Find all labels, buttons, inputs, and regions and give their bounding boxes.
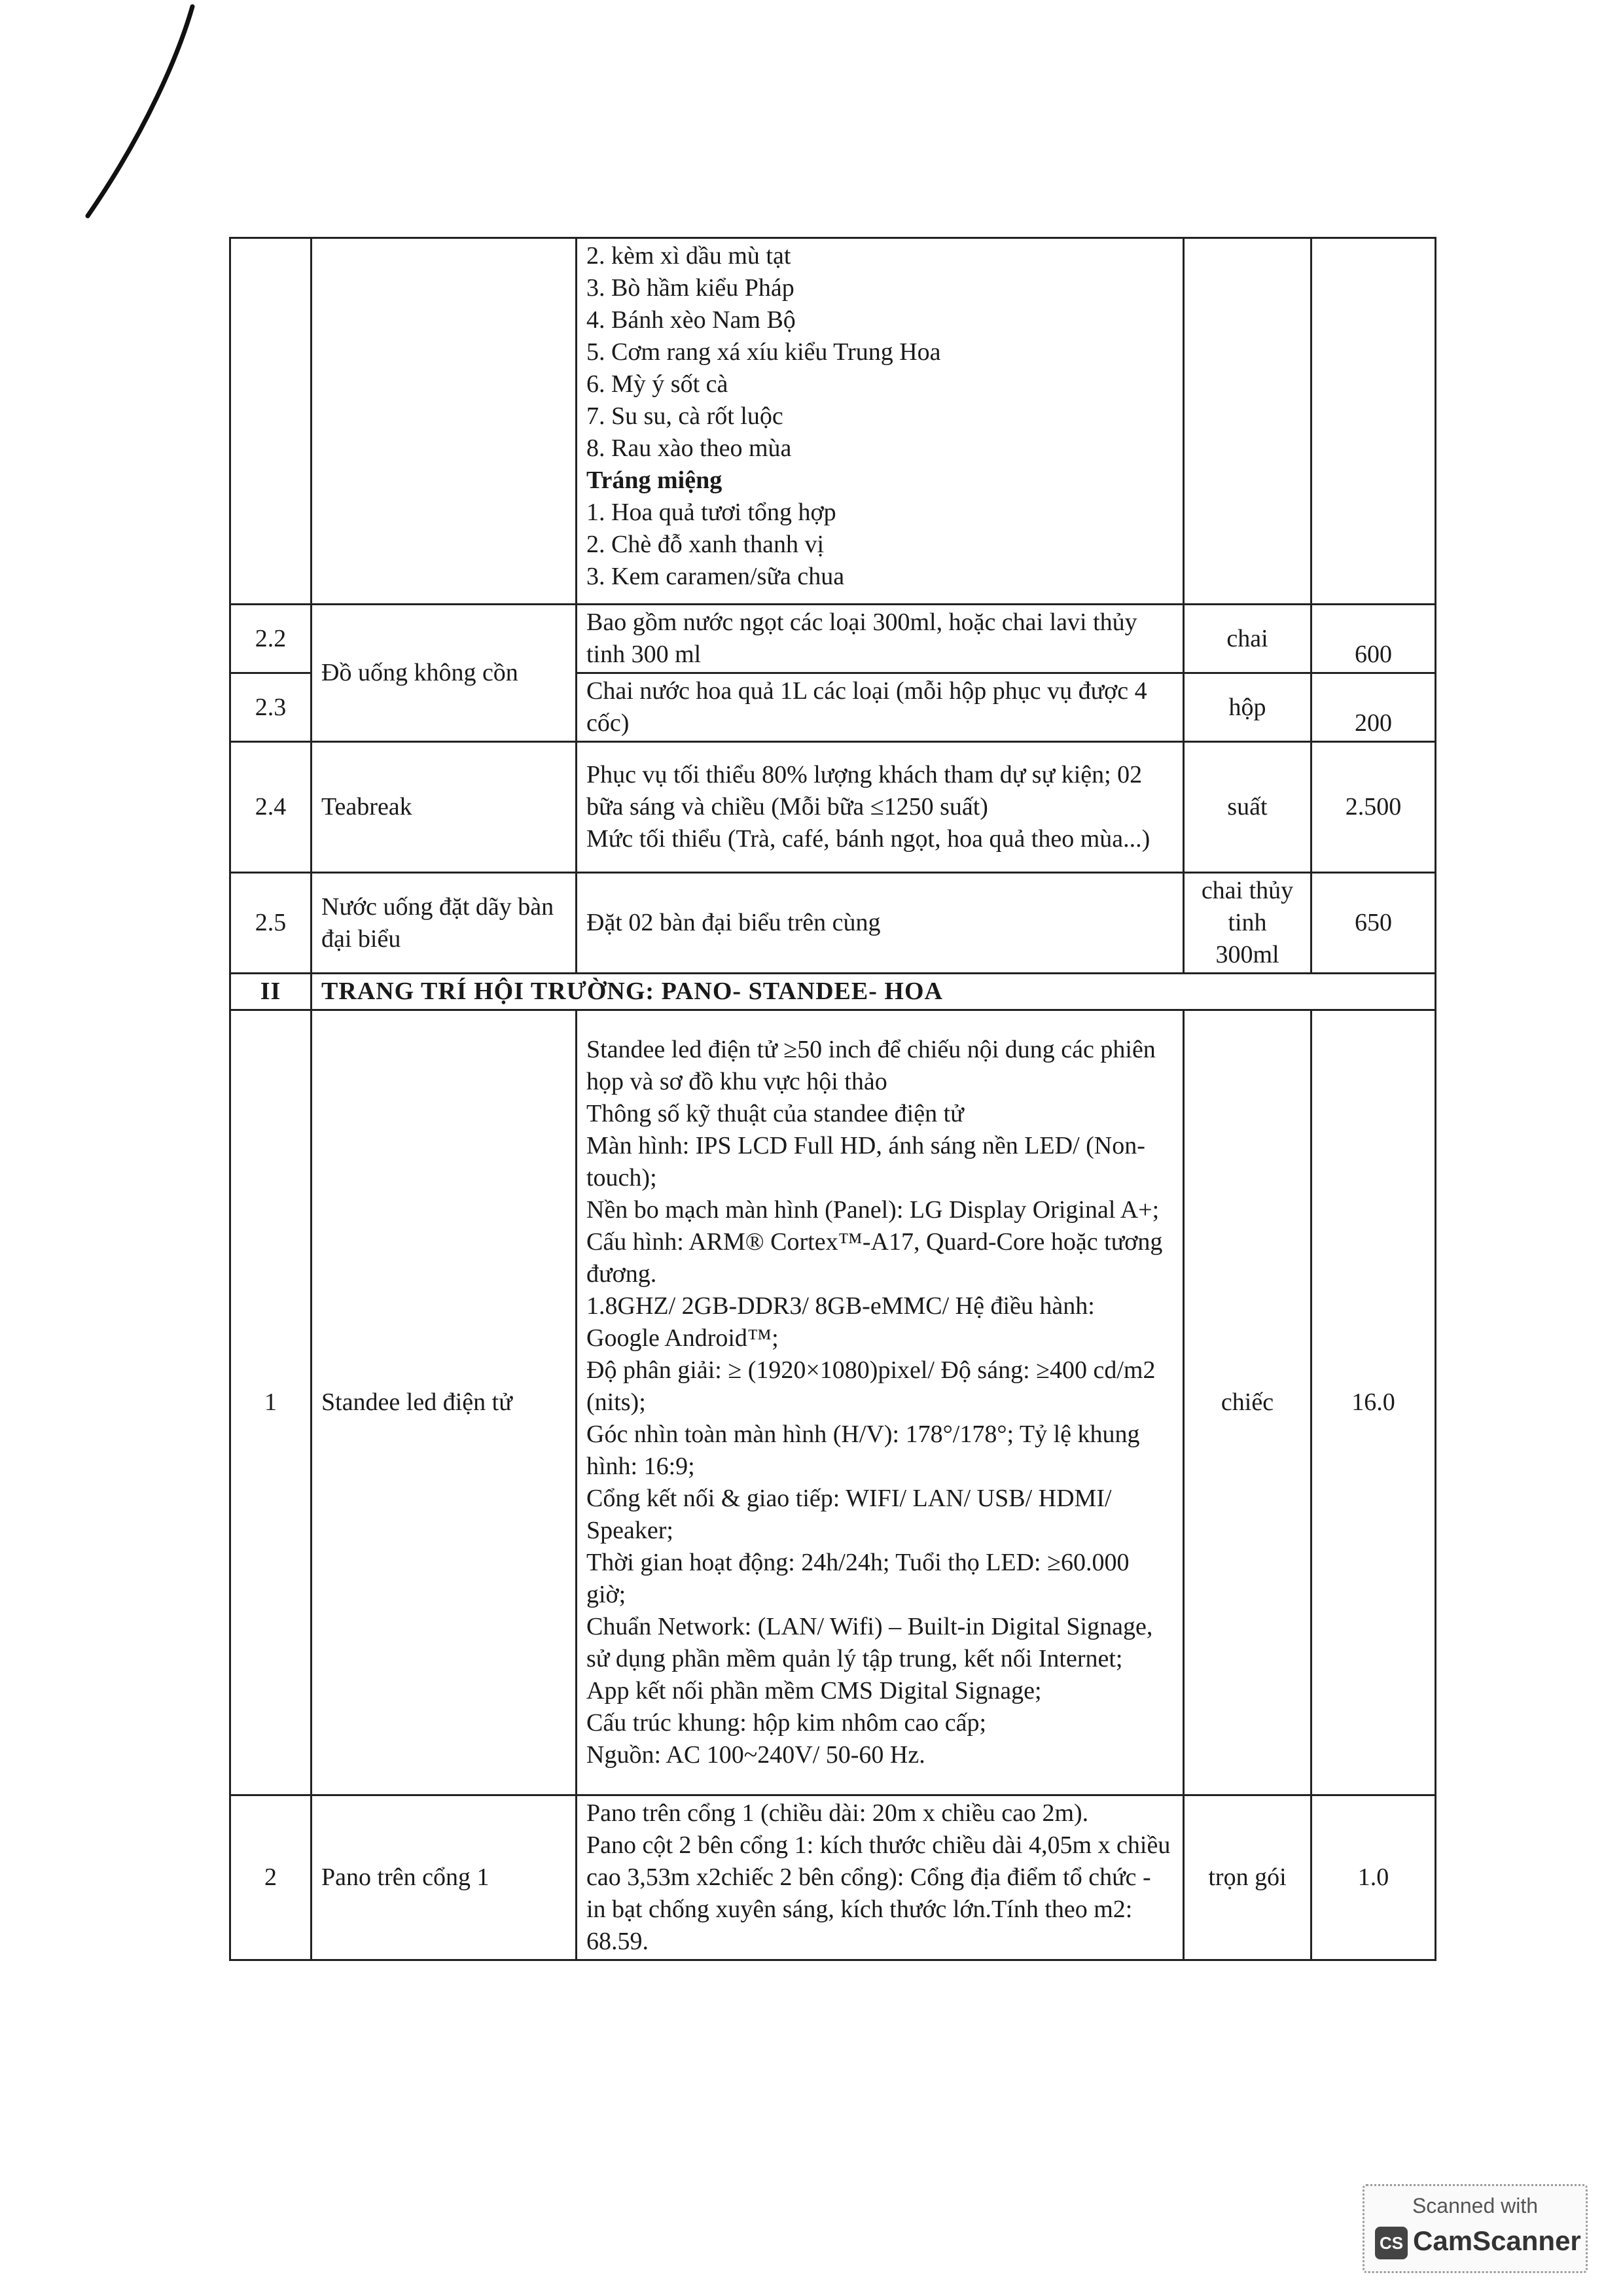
table-row bbox=[230, 605, 1436, 673]
cell-desc: Đặt 02 bàn đại biểu trên cùng bbox=[577, 873, 1184, 974]
cell-unit: chai thủy tinh 300ml bbox=[1184, 873, 1311, 974]
cell-no bbox=[230, 238, 312, 605]
cell-desc bbox=[577, 238, 1184, 605]
desc-line: Thời gian hoạt động: 24h/24h; Tuổi thọ LED: ≥60.000 giờ; bbox=[586, 1549, 1130, 1608]
menu-item: 2. kèm xì dầu mù tạt bbox=[586, 242, 791, 270]
desc-line: Cổng kết nối & giao tiếp: WIFI/ LAN/ USB/ HDMI/ Speaker; bbox=[586, 1485, 1112, 1544]
desc-line: Pano cột 2 bên cổng 1: kích thước chiều dài 4,05m x chiều cao 3,53m x2chiếc 2 bên cổng): Cổng địa điểm tổ chức - in bạt chống xuyên sáng, kích thước lớn.Tính theo m2: 68.59. bbox=[586, 1831, 1171, 1955]
cell-unit: suất bbox=[1184, 742, 1311, 873]
desc-line: Chuẩn Network: (LAN/ Wifi) – Built-in Digital Signage, sử dụng phần mềm quản lý tập trung, kết nối Internet; bbox=[586, 1613, 1153, 1672]
cell-desc: Chai nước hoa quả 1L các loại (mỗi hộp phục vụ được 4 cốc) bbox=[577, 673, 1184, 742]
cell-no: 2.2 bbox=[230, 605, 312, 673]
desc-line: Thông số kỹ thuật của standee điện tử bbox=[586, 1100, 964, 1127]
desc-line: Cấu hình: ARM® Cortex™-A17, Quard-Core hoặc tương đương. bbox=[586, 1228, 1163, 1288]
table-row bbox=[230, 742, 1436, 873]
cell-desc bbox=[577, 1010, 1184, 1795]
cell-qty bbox=[1311, 238, 1436, 605]
desc-line: Nguồn: AC 100~240V/ 50-60 Hz. bbox=[586, 1741, 925, 1769]
menu-item: 8. Rau xào theo mùa bbox=[586, 434, 792, 462]
specification-table bbox=[229, 237, 1436, 1961]
cell-qty: 200 bbox=[1311, 673, 1436, 742]
cell-name: Pano trên cổng 1 bbox=[312, 1795, 577, 1960]
cell-unit: chai bbox=[1184, 605, 1311, 673]
cell-desc bbox=[577, 742, 1184, 873]
cell-qty: 16.0 bbox=[1311, 1010, 1436, 1795]
section-row bbox=[230, 974, 1436, 1010]
desc-line: Góc nhìn toàn màn hình (H/V): 178°/178°; Tỷ lệ khung hình: 16:9; bbox=[586, 1421, 1140, 1480]
desc-line: Mức tối thiểu (Trà, café, bánh ngọt, hoa quả theo mùa...) bbox=[586, 825, 1150, 853]
desc-line: 1.8GHZ/ 2GB-DDR3/ 8GB-eMMC/ Hệ điều hành: Google Android™; bbox=[586, 1292, 1095, 1352]
dessert-item: 2. Chè đỗ xanh thanh vị bbox=[586, 531, 825, 558]
table-row bbox=[230, 238, 1436, 605]
menu-item: 5. Cơm rang xá xíu kiểu Trung Hoa bbox=[586, 338, 941, 366]
desc-line: Màn hình: IPS LCD Full HD, ánh sáng nền LED/ (Non-touch); bbox=[586, 1132, 1145, 1192]
desc-line: Pano trên cổng 1 (chiều dài: 20m x chiều cao 2m). bbox=[586, 1799, 1089, 1827]
section-title: TRANG TRÍ HỘI TRƯỜNG: PANO- STANDEE- HOA bbox=[312, 974, 1436, 1010]
cell-name: Teabreak bbox=[312, 742, 577, 873]
camscanner-watermark bbox=[1363, 2184, 1588, 2273]
watermark-caption: Scanned with bbox=[1412, 2194, 1539, 2217]
cell-no: 1 bbox=[230, 1010, 312, 1795]
cell-name: Nước uống đặt dãy bàn đại biểu bbox=[312, 873, 577, 974]
table-row bbox=[230, 1010, 1436, 1795]
desc-line: Cấu trúc khung: hộp kim nhôm cao cấp; bbox=[586, 1709, 987, 1737]
menu-item: 6. Mỳ ý sốt cà bbox=[586, 370, 728, 398]
pen-mark bbox=[81, 0, 212, 262]
cell-qty: 1.0 bbox=[1311, 1795, 1436, 1960]
menu-item: 3. Bò hầm kiểu Pháp bbox=[586, 274, 794, 302]
cell-no: 2.4 bbox=[230, 742, 312, 873]
section-no: II bbox=[230, 974, 312, 1010]
menu-item: 4. Bánh xèo Nam Bộ bbox=[586, 306, 796, 334]
camscanner-logo-icon: CS bbox=[1375, 2227, 1408, 2259]
cell-qty: 650 bbox=[1311, 873, 1436, 974]
table-row bbox=[230, 1795, 1436, 1960]
cell-unit: hộp bbox=[1184, 673, 1311, 742]
cell-desc bbox=[577, 1795, 1184, 1960]
cell-name: Đồ uống không cồn bbox=[312, 605, 577, 742]
cell-no: 2.5 bbox=[230, 873, 312, 974]
watermark-brand: CamScanner bbox=[1413, 2225, 1581, 2256]
desc-line: Standee led điện tử ≥50 inch để chiếu nội dung các phiên họp và sơ đồ khu vực hội thảo bbox=[586, 1036, 1156, 1095]
dessert-item: 1. Hoa quả tươi tổng hợp bbox=[586, 499, 836, 526]
desc-line: Độ phân giải: ≥ (1920×1080)pixel/ Độ sáng: ≥400 cd/m2 (nits); bbox=[586, 1356, 1156, 1416]
cell-name bbox=[312, 238, 577, 605]
desc-line: Phục vụ tối thiểu 80% lượng khách tham dự sự kiện; 02 bữa sáng và chiều (Mỗi bữa ≤1250 suất) bbox=[586, 761, 1143, 821]
desc-line: Nền bo mạch màn hình (Panel): LG Display Original A+; bbox=[586, 1196, 1160, 1224]
cell-unit bbox=[1184, 238, 1311, 605]
cell-qty: 600 bbox=[1311, 605, 1436, 673]
cell-qty: 2.500 bbox=[1311, 742, 1436, 873]
cell-unit: trọn gói bbox=[1184, 1795, 1311, 1960]
cell-unit: chiếc bbox=[1184, 1010, 1311, 1795]
dessert-item: 3. Kem caramen/sữa chua bbox=[586, 563, 845, 590]
desc-line: App kết nối phần mềm CMS Digital Signage; bbox=[586, 1677, 1042, 1704]
cell-name: Standee led điện tử bbox=[312, 1010, 577, 1795]
cell-desc: Bao gồm nước ngọt các loại 300ml, hoặc chai lavi thủy tinh 300 ml bbox=[577, 605, 1184, 673]
dessert-heading: Tráng miệng bbox=[586, 467, 722, 494]
cell-no: 2 bbox=[230, 1795, 312, 1960]
menu-item: 7. Su su, cà rốt luộc bbox=[586, 402, 783, 430]
table-row bbox=[230, 873, 1436, 974]
cell-no: 2.3 bbox=[230, 673, 312, 742]
